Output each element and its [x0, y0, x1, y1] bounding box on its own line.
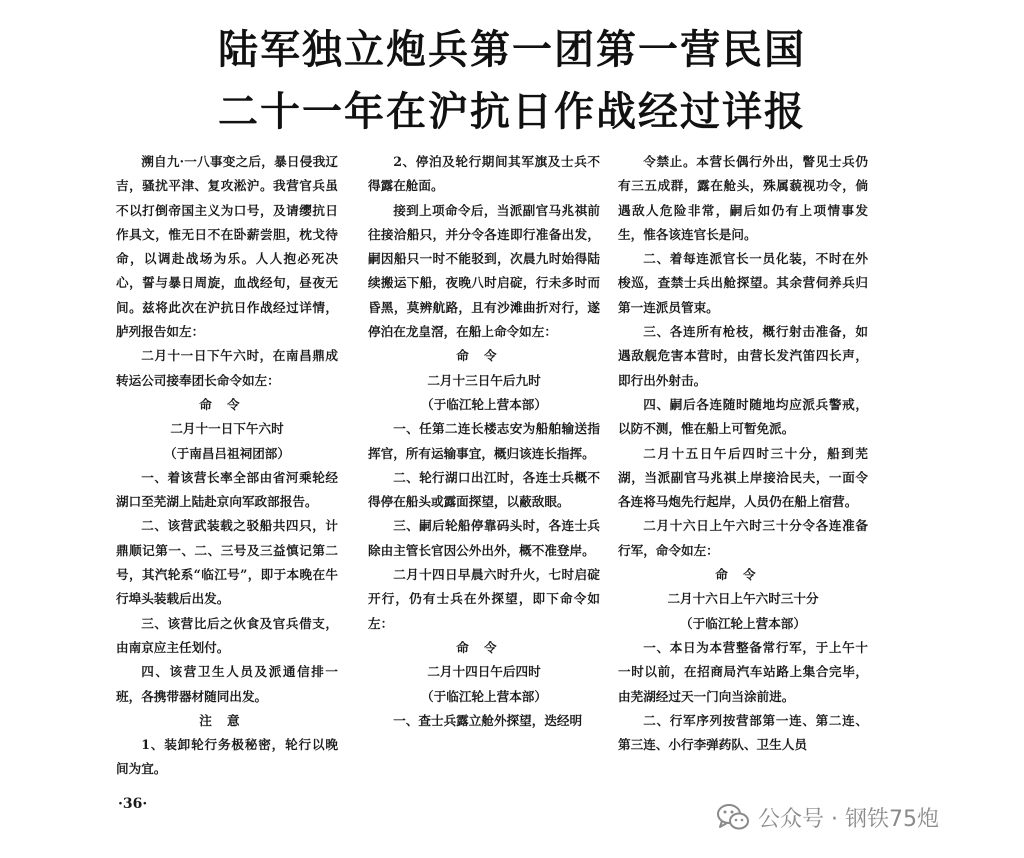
wechat-icon: [716, 802, 750, 832]
title-line-1: 陆军独立炮兵第一团第一营民国: [218, 27, 806, 73]
order-heading: 注意: [199, 712, 255, 728]
paragraph: 二、轮行湖口出江时，各连士兵概不得停在船头或露面探望，以蔽敌眼。: [368, 469, 600, 510]
order-heading: 命令: [199, 396, 255, 412]
centered-line: 二月十六日上午六时三十分: [667, 591, 819, 607]
text-column-1: [116, 150, 338, 782]
page-number: ·36·: [118, 796, 148, 812]
paragraph: 一、任第二连长楼志安为船舶输送指挥官，所有运输事宜，概归该连长指挥。: [368, 421, 600, 461]
title-line-2: 二十一年在沪抗日作战经过详报: [218, 89, 806, 135]
paragraph: 二月十四日早晨六时升火，七时启碇开行，仍有士兵在外探望，即下命令如左：: [368, 567, 600, 631]
paragraph: 四、嗣后各连随时随地均应派兵警戒，以防不测，惟在船上可暂免派。: [618, 396, 868, 437]
paragraph: 一、着该营长率全部由省河乘轮经湖口至芜湖上陆赴京向军政部报告。: [116, 469, 338, 510]
paragraph: 三、嗣后轮船停靠码头时，各连士兵除由主管长官因公外出外，概不准登岸。: [368, 518, 600, 558]
paragraph: 一、本日为本营整备常行军，于上午十一时以前，在招商局汽车站路上集合完毕，由芜湖经过天一门向当涂前进。: [618, 639, 868, 704]
paragraph: 二月十一日下午六时，在南昌鼎成转运公司接奉团长命令如左：: [116, 348, 338, 388]
order-heading: 命令: [456, 639, 512, 655]
paragraph: 三、各连所有枪枝，概行射击准备，如遇敌舰危害本营时，由营长发汽笛四长声，即行出外射击。: [618, 324, 868, 388]
paragraph: 二、着每连派官长一员化装，不时在外梭巡，查禁士兵出舱探望。其余营伺养兵归第一连派员管束。: [618, 251, 868, 315]
order-heading: 命令: [456, 348, 512, 364]
text-column-2: [368, 150, 600, 733]
paragraph: 一、查士兵露立舱外探望，迭经明: [393, 712, 583, 728]
paragraph: 令禁止。本营长偶行外出，瞥见士兵仍有三五成群，露在舱头，殊属藐视功令，倘遇敌人危险非常，嗣后如仍有上项情事发生，惟各该连官长是问。: [618, 154, 868, 242]
paragraph: 二月十五日午后四时三十分，船到芜湖，当派副官马兆祺上岸接洽民夫，一面令各连将马炮先行起岸，人员仍在船上宿营。: [618, 445, 868, 510]
paragraph: 2、停泊及轮行期间其军旗及士兵不得露在舱面。: [368, 154, 600, 194]
order-heading: 命令: [715, 567, 771, 583]
text-column-3: [618, 150, 868, 757]
watermark: [716, 800, 939, 834]
watermark-text: 公众号 · 钢铁75炮: [758, 806, 939, 832]
centered-line: 二月十四日午后四时: [427, 664, 541, 680]
centered-line: （于临江轮上营本部）: [680, 615, 806, 631]
paragraph: 1、装卸轮行务极秘密，轮行以晚间为宜。: [116, 737, 338, 777]
paragraph: 溯自九·一八事变之后，暴日侵我辽吉，骚扰平津、复攻淞沪。我营官兵虽不以打倒帝国主义为口号，及请缨抗日作具文，惟无日不在卧薪尝胆，枕戈待命，以调赴战场为乐。人人抱必死决心，誓与暴日周旋，血战经旬，昼夜无间。兹将此次在沪抗日作战经过详情，胪列报告如左：: [116, 154, 338, 340]
paragraph: 三、该营比后之伙食及官兵借支，由南京应主任划付。: [116, 615, 338, 655]
centered-line: （于南昌吕祖祠团部）: [164, 445, 290, 461]
centered-line: （于临江轮上营本部）: [421, 396, 547, 412]
centered-line: （于临江轮上营本部）: [421, 688, 547, 704]
centered-line: 二月十三日午后九时: [427, 372, 541, 388]
paragraph: 二月十六日上午六时三十分令各连准备行军，命令如左：: [618, 518, 868, 558]
paragraph: 接到上项命令后，当派副官马兆祺前往接洽船只，并分令各连即行准备出发，嗣因船只一时不能驳到，次晨九时始得陆续搬运下船，夜晚八时启碇，行未多时而昏黑，莫辨航路，且有沙滩曲折对行，遂停泊在龙皇滘，在船上命令如左：: [368, 202, 600, 340]
paragraph: 四、该营卫生人员及派通信排一班，各携带器材随同出发。: [116, 664, 338, 704]
paragraph: 二、行军序列按营部第一连、第二连、第三连、小行李弹药队、卫生人员: [618, 712, 868, 753]
centered-line: 二月十一日下午六时: [170, 421, 284, 437]
paragraph: 二、该营武装载之驳船共四只，计鼎顺记第一、二、三号及三益慎记第二号，其汽轮系“临江号”，即于本晚在牛行埠头装载后出发。: [116, 518, 338, 607]
